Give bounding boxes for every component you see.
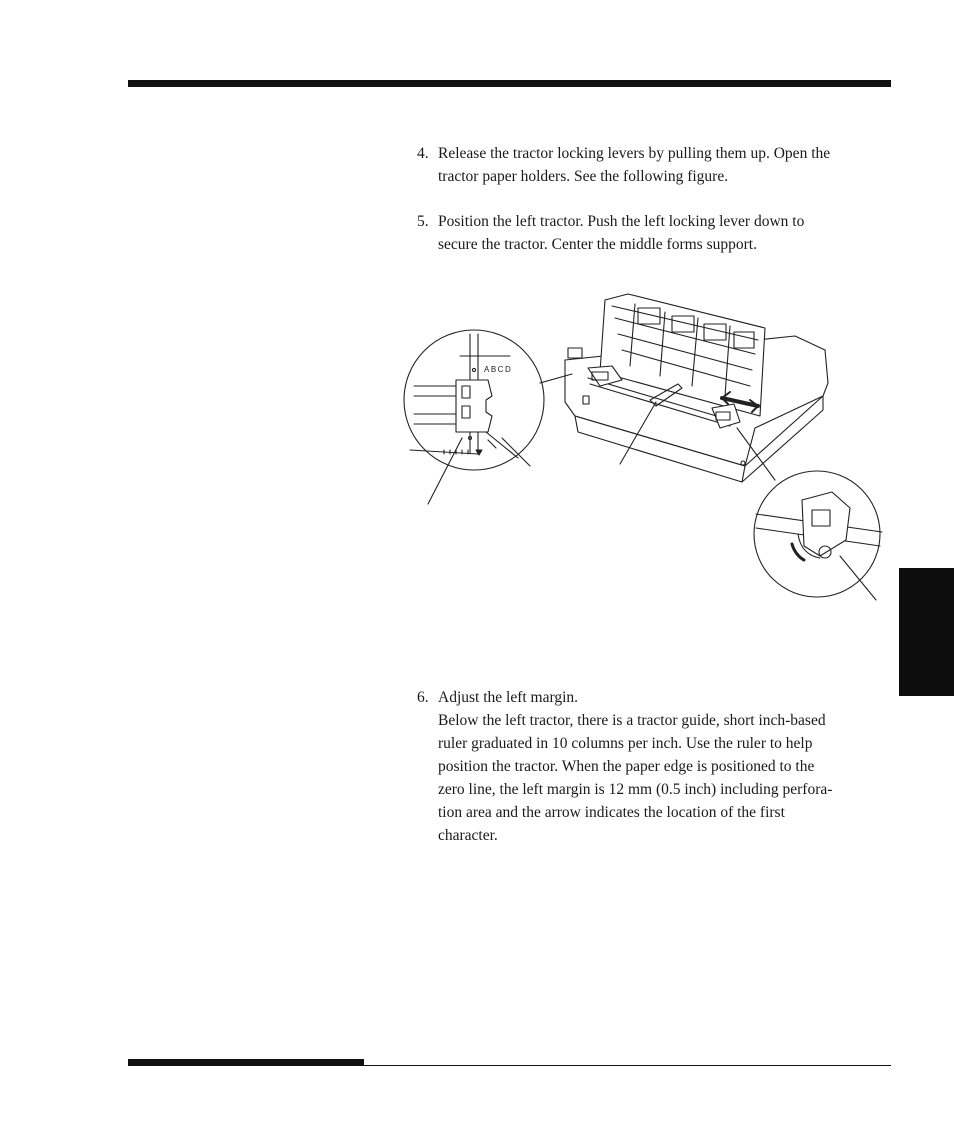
step-4	[417, 142, 892, 188]
step-text	[438, 142, 892, 188]
chapter-tab	[899, 568, 954, 696]
ruler-text: ABCD	[484, 365, 513, 374]
step-line: position the tractor. When the paper edge is positioned to the	[438, 758, 815, 775]
step-line: secure the tractor. Center the middle forms support.	[438, 236, 757, 253]
header-rule	[128, 80, 891, 87]
step-number: 5.	[417, 213, 429, 230]
step-line: Release the tractor locking levers by pulling them up. Open the	[438, 145, 831, 162]
step-line: Adjust the left margin.	[438, 689, 579, 706]
step-line: Below the left tractor, there is a tractor guide, short inch-based	[438, 712, 826, 729]
step-line: tion area and the arrow indicates the location of the first	[438, 804, 785, 821]
step-line: character.	[438, 827, 498, 844]
left-tractor-detail	[404, 330, 572, 504]
footer-rule-thick	[128, 1059, 364, 1066]
step-text	[438, 210, 892, 256]
step-line: zero line, the left margin is 12 mm (0.5 inch) including perfora-	[438, 781, 833, 798]
step-line: Position the left tractor. Push the left locking lever down to	[438, 213, 805, 230]
printer-illustration	[565, 294, 828, 482]
step-6	[417, 686, 892, 847]
step-text	[438, 686, 892, 847]
step-5	[417, 210, 892, 256]
footer-rule-thin	[364, 1065, 891, 1066]
tractor-printer-figure	[400, 288, 890, 608]
step-line: tractor paper holders. See the following figure.	[438, 168, 729, 185]
step-number: 6.	[417, 689, 429, 706]
step-line: ruler graduated in 10 columns per inch. Use the ruler to help	[438, 735, 813, 752]
step-number: 4.	[417, 145, 429, 162]
